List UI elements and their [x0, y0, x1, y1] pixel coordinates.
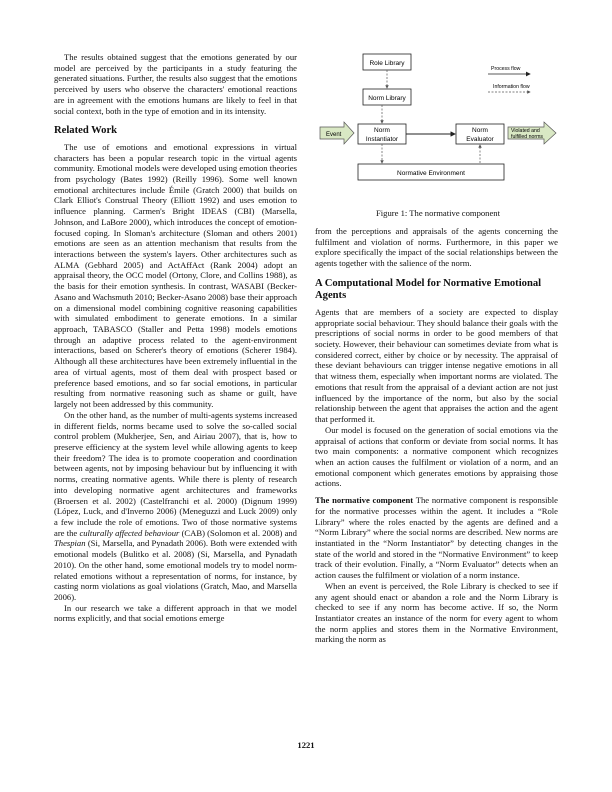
normative-component-runin-heading: The normative component	[315, 495, 414, 506]
page-number: 1221	[297, 740, 315, 750]
italic-term: culturally affected behaviour	[79, 527, 180, 538]
normative-component-figure	[318, 52, 558, 222]
related-work-heading: Related Work	[54, 125, 118, 137]
norm-evaluator-label-line2: Evaluator	[466, 136, 494, 143]
violated-label-line1: Violated and	[511, 128, 540, 134]
left-column	[54, 52, 297, 624]
italic-term: Thespian	[54, 538, 86, 549]
text-segment: (CAB) (Solomon et al. 2008) and	[179, 527, 297, 538]
related-work-paragraph-1: The use of emotions and emotional expressions in virtual characters has been a popular research topic in the virtual agents community. Emotional models were developed using emotion theories from psychology (Bates 1992) (Reilly 1996). Some well known emotional architectures include Émile (Gratch 2000) that builds on Clark Elliot's Construal Theory (Elliott 1992) and uses emotion to influence planning. Carmen's Bright IDEAS (CBI) (Marsella, Johnson, and LaBore 2000), which introduces the concept of emotion-focused coping. In Sloman's architecture (Sloman and others 2001) emotions are seen as an attention mechanism that results from the interactions between the system's layers. Other architectures such as ALMA (Gebhard 2005) and ActAffAct (Rank 2004) adopt an appraisal theory, the OCC model (Ortony, Clore, and Collins 1988), as the basis for their emotion synthesis. In contrast, WASABI (Becker-Asano and Wachsmuth 2010; Becker-Asano 2008) base their approach on a dimensional model combining cognitive reasoning capabilities with simulated embodiment to generate emotions. In a similar approach, TABASCO (Staller and Petta 1998) models emotions through an adaptive process related to the agent-environment interactions, based on Scherer's theory of emotions (Scherer 1984). Although all these architectures have been extremely influential in the area of virtual agents, most of them deal with prospect based or preference based emotions, and so far social emotions, in particular resulting from normative reasoning such as shame or guilt, have largely not been addressed by this community.	[54, 141, 297, 410]
norm-instantiator-label-line2: Instantiator	[365, 136, 399, 143]
normative-component-diagram	[318, 52, 558, 204]
normative-component-paragraph	[315, 495, 558, 581]
continuation-paragraph: from the perceptions and appraisals of the agents concerning the fulfilment and violation of norms. Furthermore, in this paper we explore specifically the impact of the social relationships between the agents together with the salience of the norm.	[315, 226, 558, 269]
norm-library-label: Norm Library	[368, 95, 406, 102]
model-paragraph-1: Agents that are members of a society are expected to display appropriate social behaviour. They should balance their goals with the prescriptions of social norms in order to be good members of that society. However, their behaviour can sometimes deviate from what is considered correct, either by choice or by necessity. The appraisal of these deviant behaviours can trigger intense negative emotions in all that witness them, especially when important norms are violated. The emotions that result from the appraisal of a deviant action are not just influenced by the importance of the norm, but also by the social relationship between the agent that appraises the action and the agent that performed it.	[315, 306, 558, 425]
text-segment: (Si, Marsella, and Pynadath 2006). Both were extended with emotional models (Bulitko et al. 2008) (Si, Marsella, and Pynadath 2010). On the other hand, some emotional models try to model norm-related emotions without a representation of norms, for instance, by casting norm violations as goal violations (Gratch, Mao, and Marsella 2006).	[54, 538, 297, 602]
related-work-paragraph-2	[54, 410, 297, 603]
figure-caption: Figure 1: The normative component	[376, 208, 500, 218]
model-paragraph-2: Our model is focused on the generation of social emotions via the appraisal of actions that conform or deviate from social norms. It has two main components: a normative component which recognizes when an action causes the fulfilment or violation of a norm, and an emotional component which generates emotions by appraising those actions.	[315, 424, 558, 489]
intro-paragraph: The results obtained suggest that the emotions generated by our model are perceived by the participants in a study featuring the generated situations. Further, the results also suggest that the emotions perceived by users who observe the characters' emotional reactions are in agreement with the emotions humans are likely to feel in that social context, both in the type of emotion and in its intensity.	[54, 52, 297, 116]
legend-information-flow-label: Information flow	[493, 84, 530, 90]
event-label: Event	[326, 132, 342, 138]
violated-label-line2: fulfilled norms	[511, 134, 544, 140]
role-library-label: Role Library	[369, 60, 405, 67]
normative-environment-label: Normative Environment	[397, 170, 465, 177]
legend-process-flow-label: Process flow	[491, 66, 521, 72]
related-work-paragraph-3: In our research we take a different approach in that we model norms explicitly, and that social emotions emerge	[54, 602, 297, 624]
text-segment: The normative component is responsible for the normative processes within the agent. It includes a “Role Library” where the roles enacted by the agents are defined and a “Norm Library” where the social norms are described. New norms are instantiated in the “Norm Instantiator” by detecting changes in the state of the world and stored in the “Normative Environment” to keep track of their evolution. Finally, a “Norm Evaluator” detects when an action causes the fulfilment or violation of a norm instance.	[315, 495, 558, 581]
computational-model-heading: A Computational Model for Normative Emotional Agents	[315, 277, 542, 302]
norm-instantiator-label-line1: Norm	[374, 127, 390, 134]
model-paragraph-4: When an event is perceived, the Role Library is checked to see if any agent should enact or abandon a role and the Norm Library is checked to see if any norm has become active. If so, the Norm Instantiator creates an instance of the norm for every agent to whom the norm applies and stores them in the Normative Environment, marking the norm as	[315, 580, 558, 645]
norm-evaluator-label-line1: Norm	[472, 127, 488, 134]
right-column	[315, 226, 558, 645]
text-segment: On the other hand, as the number of multi-agents systems increased in different fields, norms became used to solve the so-called social control problem (Mukherjee, Sen, and Airiau 2007), that is, how to preserve efficiency at the system level while allowing agents to keep their freedom? The idea is to promote cooperation and coordination between agents, not by imposing behaviour but by influencing it with norms, creating normative agents. While there is plenty of research into developing normative agent architectures and frameworks (Broersen et al. 2002) (Castelfranchi et al. 2000) (Dignum 1999) (López, Luck, and d'Inverno 2006) (Meneguzzi and Luck 2009) only a few include the role of emotions. Two of those normative systems are the	[54, 409, 297, 538]
